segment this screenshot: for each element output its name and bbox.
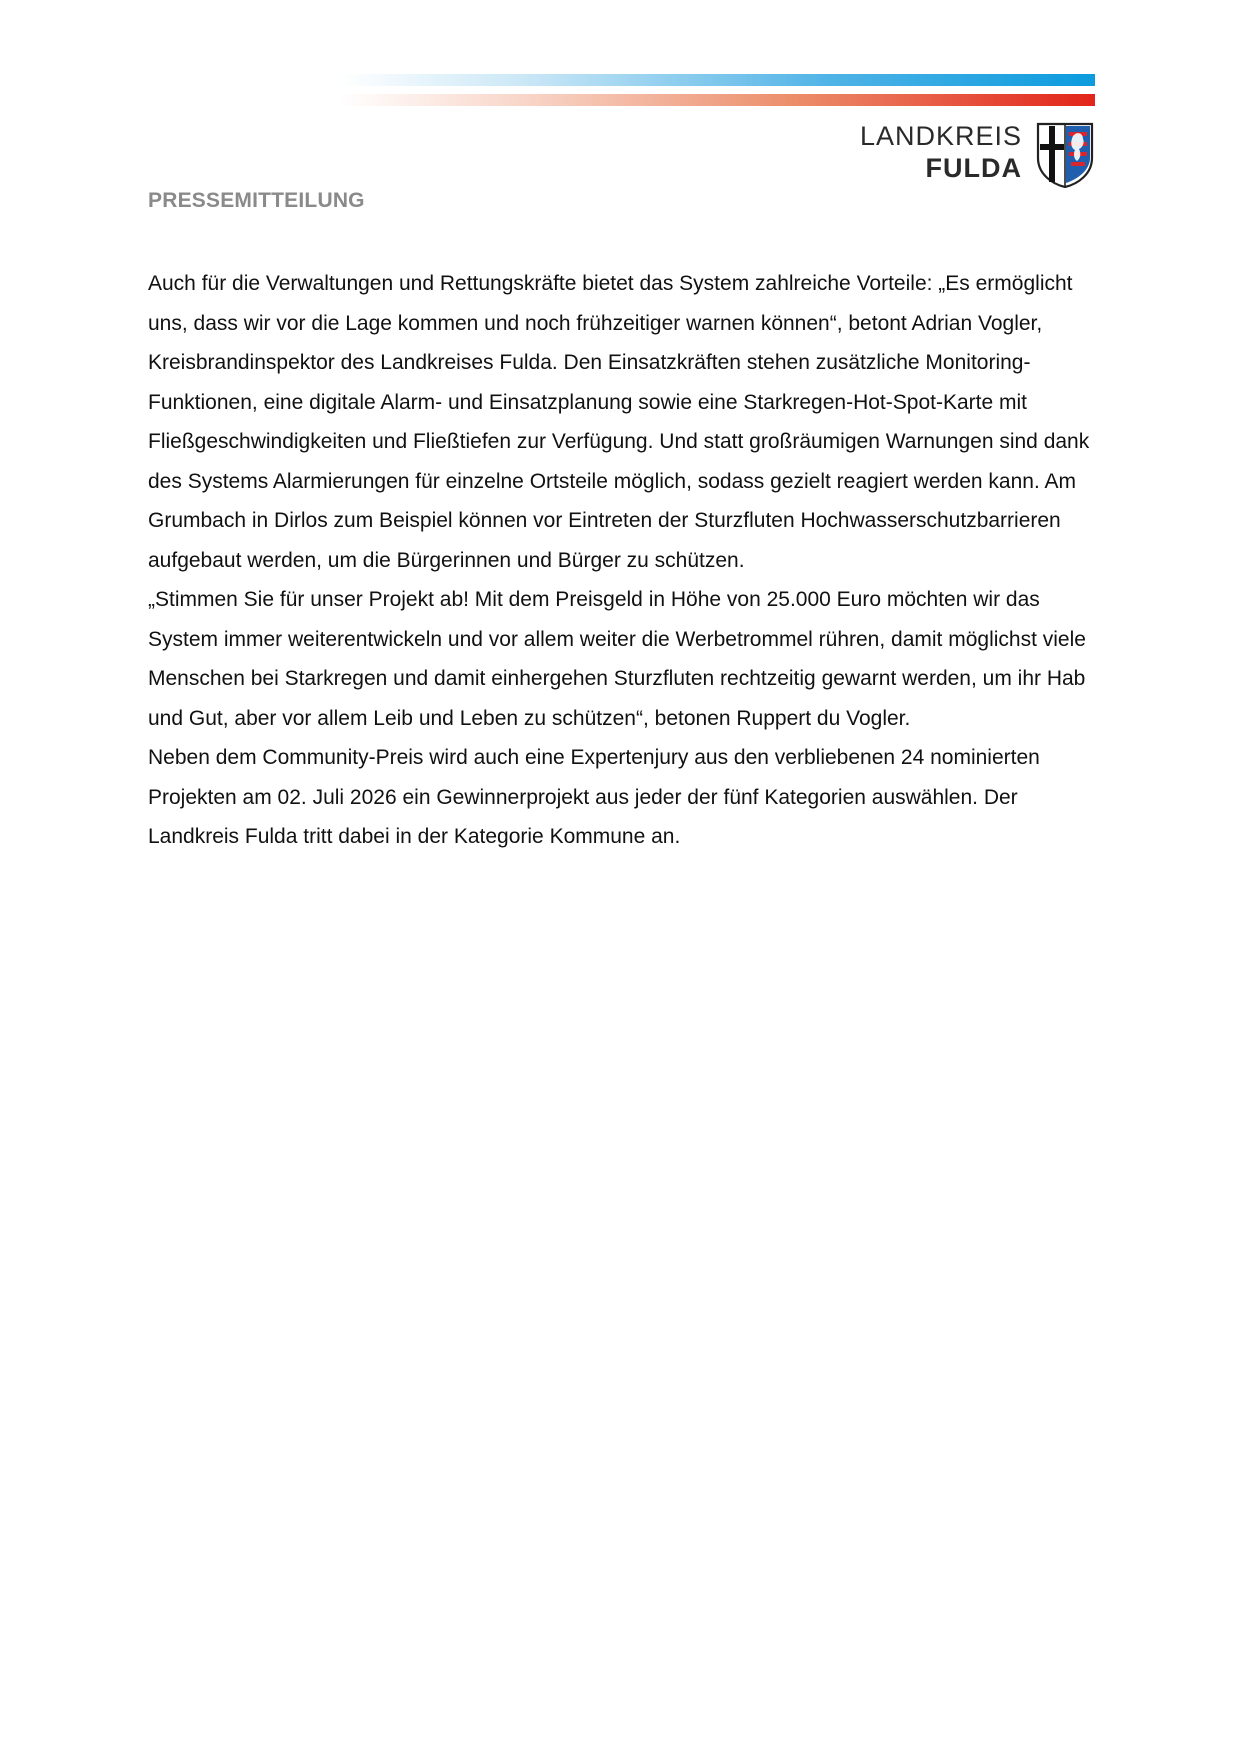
paragraph: „Stimmen Sie für unser Projekt ab! Mit dem Preisgeld in Höhe von 25.000 Euro möchten wir das System immer weiterentwickeln und vor allem weiter die Werbetrommel rühren, damit möglichst viele Menschen bei Starkregen und damit einhergehen Sturzfluten rechtzeitig gewarnt werden, um ihr Hab und Gut, aber vor allem Leib und Leben zu schützen“, betonen Ruppert du Vogler. [148,588,1086,730]
brand-wordmark [860,120,1022,184]
article-body [148,264,1092,857]
paragraph: Neben dem Community-Preis wird auch eine Expertenjury aus den verbliebenen 24 nominierten Projekten am 02. Juli 2026 ein Gewinnerprojekt aus jeder der fünf Kategorien auswählen. Der Landkreis Fulda tritt dabei in der Kategorie Kommune an. [148,746,1040,848]
brand-line2: FULDA [925,153,1022,183]
coat-of-arms-icon [1036,122,1094,188]
document-kicker: PRESSEMITTEILUNG [148,189,365,212]
brand-line1: LANDKREIS [859,121,1022,151]
brand-logo [859,120,1094,190]
paragraph: Auch für die Verwaltungen und Rettungskräfte bietet das System zahlreiche Vorteile: „Es ermöglicht uns, dass wir vor die Lage kommen und noch frühzeitiger warnen können“, betont Adrian Vogler, Kreisbrandinspektor des Landkreises Fulda. Den Einsatzkräften stehen zusätzliche Monitoring-Funktionen, eine digitale Alarm- und Einsatzplanung sowie eine Starkregen-Hot-Spot-Karte mit Fließgeschwindigkeiten und Fließtiefen zur Verfügung. Und statt großräumigen Warnungen sind dank des Systems Alarmierungen für einzelne Ortsteile möglich, sodass gezielt reagiert werden kann. Am Grumbach in Dirlos zum Beispiel können vor Eintreten der Sturzfluten Hochwasserschutzbarrieren aufgebaut werden, um die Bürgerinnen und Bürger zu schützen. [148,272,1090,572]
header-blue-bar [340,74,1095,86]
header-red-bar [340,94,1095,106]
